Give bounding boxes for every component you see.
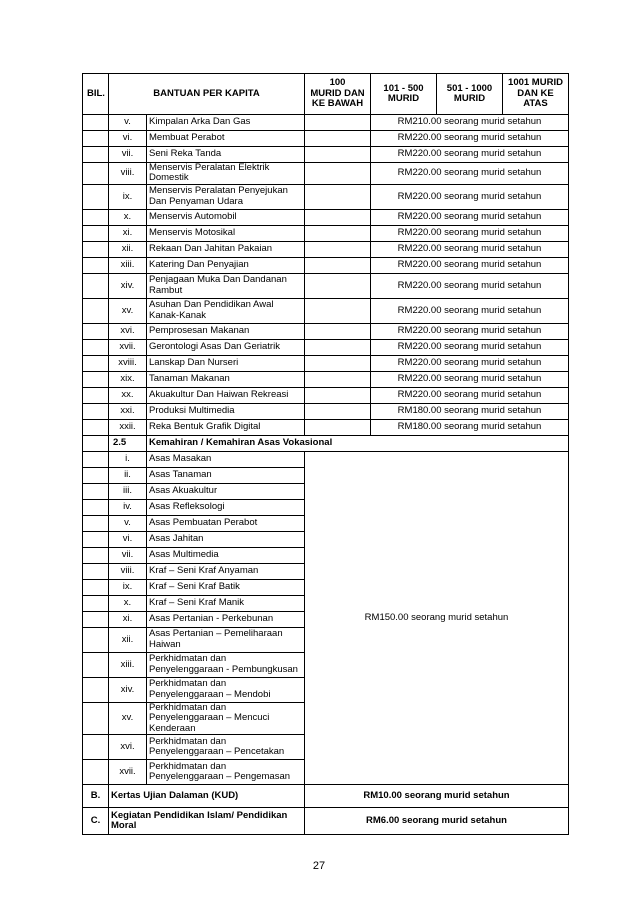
blank-cell: [83, 323, 109, 339]
item-number: iv.: [109, 499, 147, 515]
item-description: Asas Refleksologi: [147, 499, 305, 515]
blank-cell: [83, 547, 109, 563]
item-amount: RM220.00 seorang murid setahun: [371, 225, 569, 241]
table-row: [83, 131, 569, 147]
blank-cell: [83, 451, 109, 467]
blank-cell: [83, 760, 109, 785]
item-description: Asas Pertanian - Perkebunan: [147, 611, 305, 627]
table-row: [83, 419, 569, 435]
item-description: Kraf – Seni Kraf Batik: [147, 579, 305, 595]
item-amount: RM220.00 seorang murid setahun: [371, 163, 569, 185]
item-description: Pemprosesan Makanan: [147, 323, 305, 339]
item-number: xii.: [109, 241, 147, 257]
blank-cell: [305, 273, 371, 298]
table-row: [83, 184, 569, 209]
section-b-amount: RM10.00 seorang murid setahun: [305, 785, 569, 808]
blank-cell: [83, 702, 109, 734]
allocation-table: [82, 73, 569, 835]
table-row: [83, 403, 569, 419]
item-number: vi.: [109, 131, 147, 147]
blank-cell: [83, 273, 109, 298]
item-number: vii.: [109, 147, 147, 163]
item-amount: RM180.00 seorang murid setahun: [371, 403, 569, 419]
item-description: Penjagaan Muka Dan Dandanan Rambut: [147, 273, 305, 298]
header-col-100: 100 MURID DAN KE BAWAH: [305, 74, 371, 115]
blank-cell: [83, 419, 109, 435]
table-row: [83, 115, 569, 131]
section-c-amount: RM6.00 seorang murid setahun: [305, 808, 569, 835]
section-b-row: [83, 785, 569, 808]
blank-cell: [83, 241, 109, 257]
item-number: x.: [109, 595, 147, 611]
item-description: Kraf – Seni Kraf Manik: [147, 595, 305, 611]
item-amount: RM180.00 seorang murid setahun: [371, 419, 569, 435]
item-description: Menservis Peralatan Penyejukan Dan Penyaman Udara: [147, 184, 305, 209]
header-col-501-1000: 501 - 1000 MURID: [437, 74, 503, 115]
blank-cell: [305, 225, 371, 241]
blank-cell: [305, 115, 371, 131]
blank-cell: [305, 355, 371, 371]
item-amount: RM220.00 seorang murid setahun: [371, 131, 569, 147]
blank-cell: [83, 483, 109, 499]
item-amount: RM220.00 seorang murid setahun: [371, 257, 569, 273]
blank-cell: [305, 184, 371, 209]
blank-cell: [83, 563, 109, 579]
item-number: ix.: [109, 184, 147, 209]
item-number: xvii.: [109, 760, 147, 785]
item-number: iii.: [109, 483, 147, 499]
item-number: xii.: [109, 627, 147, 652]
section-title: Kemahiran / Kemahiran Asas Vokasional: [147, 435, 569, 451]
item-number: i.: [109, 451, 147, 467]
item-description: Menservis Automobil: [147, 209, 305, 225]
table-row: [83, 257, 569, 273]
blank-cell: [305, 163, 371, 185]
blank-cell: [305, 419, 371, 435]
table-row: [83, 273, 569, 298]
table-row: [83, 225, 569, 241]
item-description: Tanaman Makanan: [147, 371, 305, 387]
blank-cell: [83, 579, 109, 595]
item-number: xix.: [109, 371, 147, 387]
item-amount: RM220.00 seorang murid setahun: [371, 184, 569, 209]
item-description: Perkhidmatan dan Penyelenggaraan – Pengemasan: [147, 760, 305, 785]
blank-cell: [305, 387, 371, 403]
table-row: [83, 387, 569, 403]
item-number: v.: [109, 115, 147, 131]
item-amount: RM210.00 seorang murid setahun: [371, 115, 569, 131]
blank-cell: [83, 611, 109, 627]
section-b-number: B.: [83, 785, 109, 808]
item-description: Gerontologi Asas Dan Geriatrik: [147, 339, 305, 355]
item-number: xxii.: [109, 419, 147, 435]
item-number: x.: [109, 209, 147, 225]
item-description: Menservis Peralatan Elektrik Domestik: [147, 163, 305, 185]
item-amount: RM220.00 seorang murid setahun: [371, 387, 569, 403]
item-description: Asas Masakan: [147, 451, 305, 467]
item-description: Lanskap Dan Nurseri: [147, 355, 305, 371]
item-number: ii.: [109, 467, 147, 483]
blank-cell: [83, 735, 109, 760]
blank-cell: [83, 531, 109, 547]
item-amount: RM220.00 seorang murid setahun: [371, 298, 569, 323]
table-row: [83, 451, 569, 467]
blank-cell: [83, 677, 109, 702]
blank-cell: [83, 298, 109, 323]
table-row: [83, 371, 569, 387]
merged-amount: RM150.00 seorang murid setahun: [305, 451, 569, 784]
item-number: xiii.: [109, 652, 147, 677]
table-row: [83, 209, 569, 225]
header-col-101-500: 101 - 500 MURID: [371, 74, 437, 115]
section-b-title: Kertas Ujian Dalaman (KUD): [109, 785, 305, 808]
section-c-title: Kegiatan Pendidikan Islam/ Pendidikan Moral: [109, 808, 305, 835]
item-number: xv.: [109, 298, 147, 323]
item-description: Asas Jahitan: [147, 531, 305, 547]
blank-cell: [305, 147, 371, 163]
section-header-row: [83, 435, 569, 451]
table-row: [83, 163, 569, 185]
item-number: viii.: [109, 163, 147, 185]
item-amount: RM220.00 seorang murid setahun: [371, 209, 569, 225]
table-row: [83, 323, 569, 339]
blank-cell: [83, 209, 109, 225]
item-number: xxi.: [109, 403, 147, 419]
table-row: [83, 147, 569, 163]
item-amount: RM220.00 seorang murid setahun: [371, 147, 569, 163]
item-number: xiv.: [109, 677, 147, 702]
table-row: [83, 339, 569, 355]
item-number: viii.: [109, 563, 147, 579]
item-number: v.: [109, 515, 147, 531]
item-amount: RM220.00 seorang murid setahun: [371, 241, 569, 257]
blank-cell: [305, 257, 371, 273]
blank-cell: [83, 225, 109, 241]
blank-cell: [83, 403, 109, 419]
item-number: vii.: [109, 547, 147, 563]
header-row: [83, 74, 569, 115]
item-description: Asuhan Dan Pendidikan Awal Kanak-Kanak: [147, 298, 305, 323]
item-number: xviii.: [109, 355, 147, 371]
blank-cell: [83, 387, 109, 403]
blank-cell: [305, 209, 371, 225]
item-description: Asas Akuakultur: [147, 483, 305, 499]
item-description: Seni Reka Tanda: [147, 147, 305, 163]
item-number: xi.: [109, 611, 147, 627]
item-number: xvi.: [109, 323, 147, 339]
header-col-1001: 1001 MURID DAN KE ATAS: [503, 74, 569, 115]
blank-cell: [305, 403, 371, 419]
item-description: Produksi Multimedia: [147, 403, 305, 419]
blank-cell: [83, 652, 109, 677]
item-number: vi.: [109, 531, 147, 547]
blank-cell: [83, 595, 109, 611]
item-number: xvii.: [109, 339, 147, 355]
blank-cell: [83, 163, 109, 185]
item-description: Membuat Perabot: [147, 131, 305, 147]
item-number: ix.: [109, 579, 147, 595]
blank-cell: [83, 515, 109, 531]
section-c-row: [83, 808, 569, 835]
item-description: Perkhidmatan dan Penyelenggaraan – Pencetakan: [147, 735, 305, 760]
item-description: Asas Multimedia: [147, 547, 305, 563]
table-body: [83, 115, 569, 835]
blank-cell: [83, 131, 109, 147]
item-number: xvi.: [109, 735, 147, 760]
item-number: xv.: [109, 702, 147, 734]
item-description: Perkhidmatan dan Penyelenggaraan - Pembungkusan: [147, 652, 305, 677]
blank-cell: [83, 147, 109, 163]
blank-cell: [83, 371, 109, 387]
table-row: [83, 355, 569, 371]
section-number: 2.5: [109, 435, 147, 451]
item-amount: RM220.00 seorang murid setahun: [371, 339, 569, 355]
blank-cell: [83, 467, 109, 483]
item-amount: RM220.00 seorang murid setahun: [371, 355, 569, 371]
item-number: xiv.: [109, 273, 147, 298]
blank-cell: [83, 435, 109, 451]
item-number: xx.: [109, 387, 147, 403]
item-description: Akuakultur Dan Haiwan Rekreasi: [147, 387, 305, 403]
item-number: xi.: [109, 225, 147, 241]
item-description: Kimpalan Arka Dan Gas: [147, 115, 305, 131]
item-description: Katering Dan Penyajian: [147, 257, 305, 273]
blank-cell: [305, 371, 371, 387]
item-description: Asas Tanaman: [147, 467, 305, 483]
item-amount: RM220.00 seorang murid setahun: [371, 273, 569, 298]
header-bantuan: BANTUAN PER KAPITA: [109, 74, 305, 115]
blank-cell: [83, 499, 109, 515]
item-amount: RM220.00 seorang murid setahun: [371, 371, 569, 387]
item-description: Reka Bentuk Grafik Digital: [147, 419, 305, 435]
blank-cell: [83, 184, 109, 209]
item-description: Asas Pertanian – Pemeliharaan Haiwan: [147, 627, 305, 652]
item-description: Menservis Motosikal: [147, 225, 305, 241]
blank-cell: [83, 115, 109, 131]
header-bil: BIL.: [83, 74, 109, 115]
blank-cell: [83, 257, 109, 273]
item-amount: RM220.00 seorang murid setahun: [371, 323, 569, 339]
blank-cell: [83, 627, 109, 652]
section-c-number: C.: [83, 808, 109, 835]
item-number: xiii.: [109, 257, 147, 273]
item-description: Kraf – Seni Kraf Anyaman: [147, 563, 305, 579]
blank-cell: [83, 355, 109, 371]
item-description: Perkhidmatan dan Penyelenggaraan – Mencuci Kenderaan: [147, 702, 305, 734]
blank-cell: [305, 323, 371, 339]
blank-cell: [305, 339, 371, 355]
table-row: [83, 298, 569, 323]
item-description: Rekaan Dan Jahitan Pakaian: [147, 241, 305, 257]
blank-cell: [305, 131, 371, 147]
page-number: 27: [312, 860, 326, 872]
item-description: Asas Pembuatan Perabot: [147, 515, 305, 531]
blank-cell: [305, 298, 371, 323]
blank-cell: [83, 339, 109, 355]
blank-cell: [305, 241, 371, 257]
table-row: [83, 241, 569, 257]
item-description: Perkhidmatan dan Penyelenggaraan – Mendobi: [147, 677, 305, 702]
